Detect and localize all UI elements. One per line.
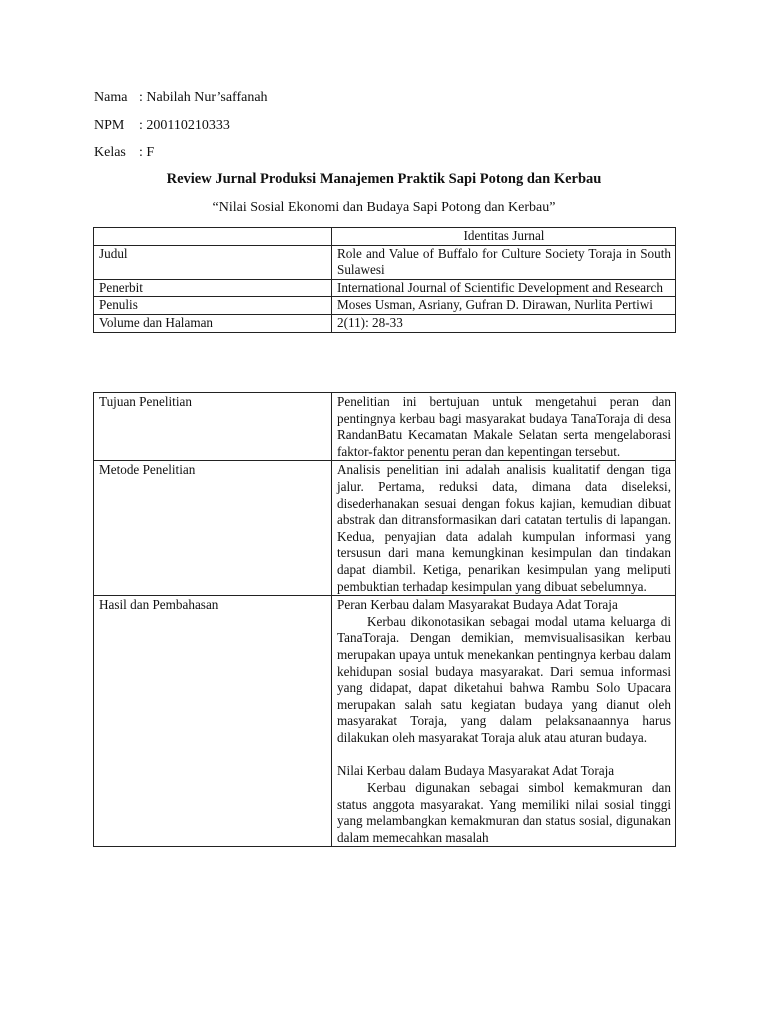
hasil-heading-1: Peran Kerbau dalam Masyarakat Budaya Adat Toraja <box>337 597 618 613</box>
hasil-label: Hasil dan Pembahasan <box>94 596 332 847</box>
table-row <box>94 245 676 279</box>
kelas-line <box>94 144 154 162</box>
identity-table <box>93 227 676 333</box>
paragraph-gap <box>337 746 671 763</box>
penerbit-label: Penerbit <box>94 279 332 297</box>
judul-label: Judul <box>94 245 332 279</box>
nama-value: : Nabilah Nur’saffanah <box>139 90 268 105</box>
document-subtitle: “Nilai Sosial Ekonomi dan Budaya Sapi Potong dan Kerbau” <box>212 200 556 215</box>
table-row <box>94 297 676 315</box>
tujuan-label: Tujuan Penelitian <box>94 393 332 461</box>
judul-value: Role and Value of Buffalo for Culture Society Toraja in South Sulawesi <box>332 245 676 279</box>
identity-header-cell: Identitas Jurnal <box>332 228 676 246</box>
npm-line <box>94 117 230 135</box>
table-row <box>94 461 676 596</box>
hasil-heading-2: Nilai Kerbau dalam Budaya Masyarakat Adat Toraja <box>337 763 615 779</box>
metode-value: Analisis penelitian ini adalah analisis kualitatif dengan tiga jalur. Pertama, reduksi data, dimana data diseleksi, disederhanakan sesuai dengan fokus kajian, kemudian dibuat abstrak dan ditransformasikan dari catatan tertulis di lapangan. Kedua, penyajian data adalah kumpulan informasi yang tersusun dari mana kemungkinan kesimpulan dan tindakan dapat diambil. Ketiga, penarikan kesimpulan yang meliputi pembuktian terhadap kesimpulan yang dibuat sebelumnya. <box>332 461 676 596</box>
metode-label: Metode Penelitian <box>94 461 332 596</box>
identity-header-row <box>94 228 676 246</box>
npm-value: : 200110210333 <box>139 118 230 133</box>
table-row <box>94 314 676 332</box>
table-row <box>94 279 676 297</box>
penulis-label: Penulis <box>94 297 332 315</box>
nama-label: Nama <box>94 90 128 105</box>
volume-value: 2(11): 28-33 <box>332 314 676 332</box>
kelas-value: : F <box>139 145 155 160</box>
nama-line <box>94 89 268 107</box>
hasil-value-cell <box>332 596 676 847</box>
identity-header-empty-cell <box>94 228 332 246</box>
penerbit-value: International Journal of Scientific Development and Research <box>332 279 676 297</box>
kelas-label: Kelas <box>94 145 126 160</box>
hasil-paragraph-2: Kerbau digunakan sebagai simbol kemakmuran dan status anggota masyarakat. Yang memiliki nilai sosial tinggi yang melambangkan kemakmuran dan status sosial, digunakan dalam memecahkan masalah <box>337 780 671 845</box>
table-row <box>94 393 676 461</box>
penulis-value: Moses Usman, Asriany, Gufran D. Dirawan, Nurlita Pertiwi <box>332 297 676 315</box>
review-table <box>93 392 676 847</box>
volume-label: Volume dan Halaman <box>94 314 332 332</box>
hasil-paragraph-1: Kerbau dikonotasikan sebagai modal utama keluarga di TanaToraja. Dengan demikian, memvisualisasikan kerbau merupakan upaya untuk menekankan pentingnya kerbau dalam kehidupan sosial budaya masyarakat. Dari semua informasi yang didapat, dapat diketahui bahwa Rambu Solo Upacara merupakan salah satu kegiatan budaya yang dianut oleh masyarakat Toraja, yang dalam pelaksanaannya harus dilakukan oleh masyarakat Toraja aluk atau aturan budaya. <box>337 613 671 745</box>
document-title: Review Jurnal Produksi Manajemen Praktik Sapi Potong dan Kerbau <box>166 171 602 187</box>
table-row <box>94 596 676 847</box>
npm-label: NPM <box>94 118 125 133</box>
tujuan-value: Penelitian ini bertujuan untuk mengetahui peran dan pentingnya kerbau bagi masyarakat budaya TanaToraja di desa RandanBatu Kecamatan Makale Selatan serta mengelaborasi faktor-faktor penentu peran dan kepentingan tersebut. <box>332 393 676 461</box>
